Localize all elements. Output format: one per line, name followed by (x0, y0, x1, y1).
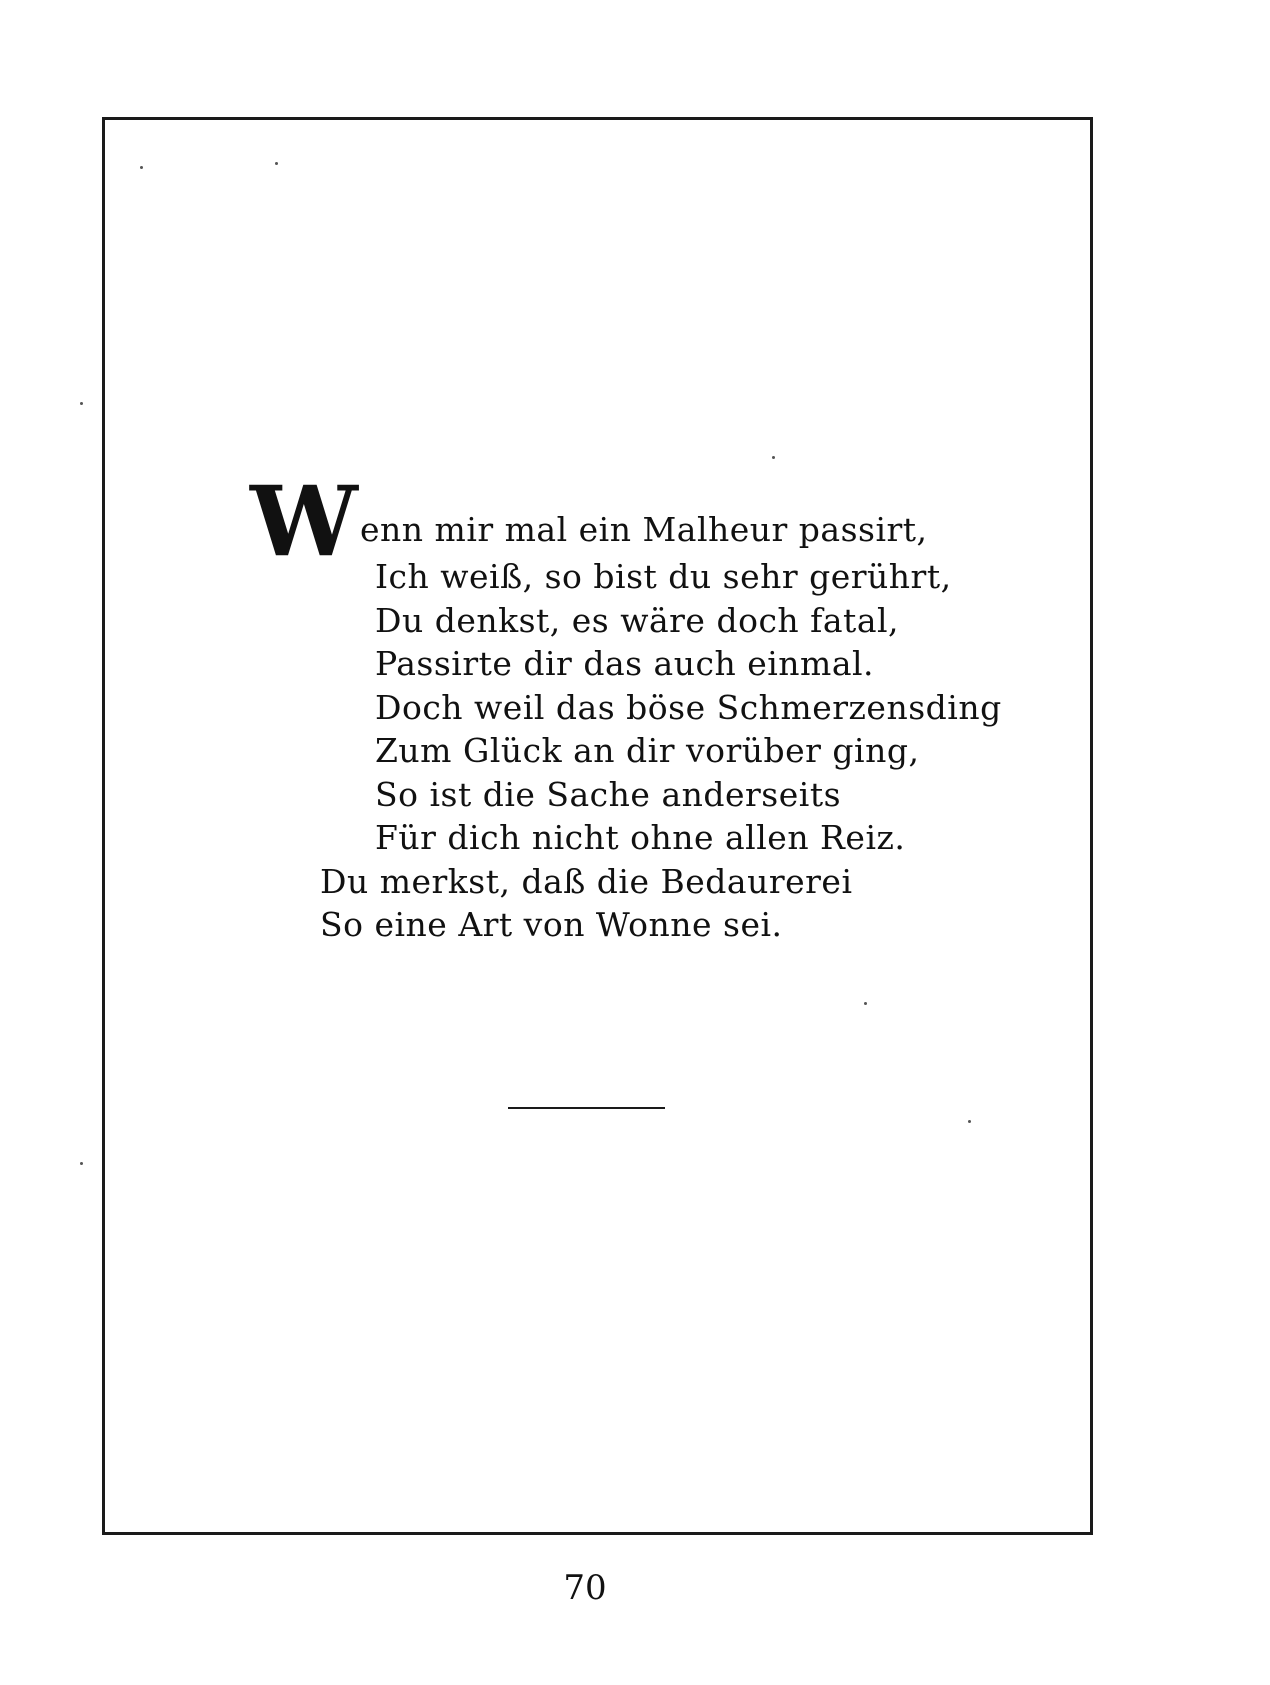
first-line-text: enn mir mal ein Malheur passirt, (360, 510, 928, 549)
scan-speck (80, 402, 83, 405)
poem (250, 465, 1010, 947)
poem-line: Ich weiß, so bist du sehr gerührt, (375, 557, 952, 596)
poem-line: Doch weil das böse Schmerzensding (375, 687, 1002, 727)
poem-line: Zum Glück an dir vorüber ging, (375, 731, 920, 770)
poem-line: Für dich nicht ohne allen Reiz. (375, 818, 906, 857)
page-number: 70 (563, 1568, 607, 1608)
scan-speck (275, 162, 278, 165)
scan-speck (864, 1002, 867, 1005)
poem-closing-line: Du merkst, daß die Bedaurerei (320, 861, 853, 901)
poem-line: Passirte dir das auch einmal. (375, 644, 875, 683)
drop-cap-initial: W (250, 465, 354, 578)
scan-speck (80, 1162, 83, 1165)
poem-closing-line: So eine Art von Wonne sei. (320, 905, 783, 944)
section-divider-rule (508, 1107, 665, 1109)
scan-speck (772, 456, 775, 459)
poem-line: So ist die Sache anderseits (375, 774, 842, 814)
poem-line: Du denkst, es wäre doch fatal, (375, 600, 900, 640)
scan-speck (968, 1120, 971, 1123)
scan-speck (140, 166, 143, 169)
